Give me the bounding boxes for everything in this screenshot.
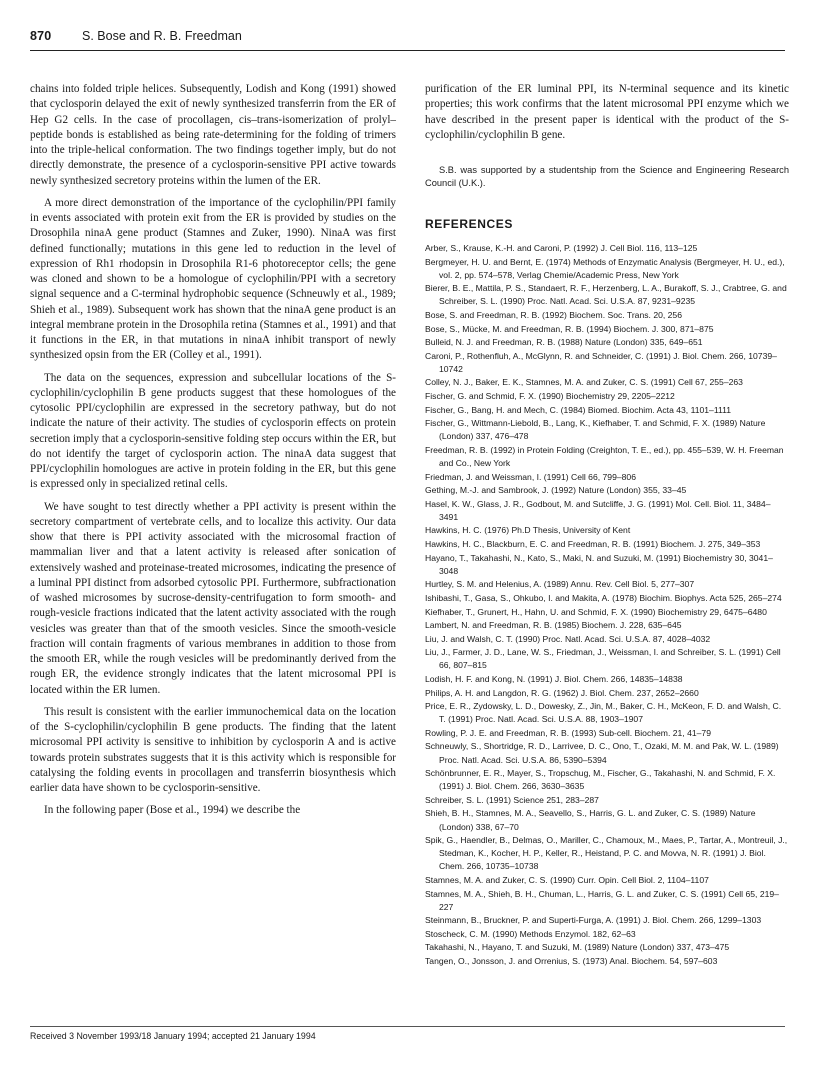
reference-item: Bulleid, N. J. and Freedman, R. B. (1988) Nature (London) 335, 649–651 — [425, 337, 703, 348]
page-number: 870 — [30, 29, 52, 43]
reference-item: Kiefhaber, T., Grunert, H., Hahn, U. and Schmid, F. X. (1990) Biochemistry 29, 6475–6480 — [425, 606, 767, 617]
reference-item: Freedman, R. B. (1992) in Protein Folding (Creighton, T. E., ed.), pp. 455–539, W. H. Freeman and Co., New York — [425, 444, 784, 468]
reference-item: Price, E. R., Zydowsky, L. D., Dowesky, Z., Jin, M., Baker, C. H., McKeon, F. D. and Walsh, C. T. (1991) Proc. Natl. Acad. Sci. U.S.A. 88, 1903–1907 — [425, 701, 782, 725]
reference-item: Hawkins, H. C. (1976) Ph.D Thesis, University of Kent — [425, 525, 631, 536]
reference-item: Ishibashi, T., Gasa, S., Ohkubo, I. and Makita, A. (1978) Biochim. Biophys. Acta 525, 265–274 — [425, 592, 782, 603]
reference-item: Bergmeyer, H. U. and Bernt, E. (1974) Methods of Enzymatic Analysis (Bergmeyer, H. U., ed.), vol. 2, pp. 574–578, Verlag Chemie/Academic Press, New York — [425, 256, 785, 280]
reference-item: Schneuwly, S., Shortridge, R. D., Larrivee, D. C., Ono, T., Ozaki, M. M. and Pak, W. L. (1989) Proc. Natl. Acad. Sci. U.S.A. 86, 5390–5394 — [425, 741, 779, 765]
reference-item: Shieh, B. H., Stamnes, M. A., Seavello, S., Harris, G. L. and Zuker, C. S. (1989) Nature (London) 338, 67–70 — [425, 808, 756, 832]
body-paragraph: The data on the sequences, expression and subcellular locations of the S-cyclophilin/cyclophilin B gene products suggest that these homologues of the cytosolic PPI/cyclophilin are expressed in the secretory pathway, but do not indicate the nature of their activity. The studies of cyclosporin effects on protein secretion imply that a cyclosporin-sensitive folding step occurs within the ER, but do not identify the target of cyclosporin action. The ninaA data suggest that PPI/cyclophilin homologues are active in protein folding in the ER, but this gene is expressed only in specialized retinal cells. — [30, 371, 396, 491]
reference-item: Schreiber, S. L. (1991) Science 251, 283–287 — [425, 794, 599, 805]
reference-item: Fischer, G., Bang, H. and Mech, C. (1984) Biomed. Biochim. Acta 43, 1101–1111 — [425, 404, 732, 415]
reference-item: Gething, M.-J. and Sambrook, J. (1992) Nature (London) 355, 33–45 — [425, 485, 687, 496]
body-paragraph-continuation: purification of the ER luminal PPI, its N-terminal sequence and its kinetic properties; this work confirms that the latent microsomal PPI enzyme which we have described in the present paper is identical with the product of the S-cyclophilin/cyclophilin B gene. — [425, 83, 789, 141]
reference-item: Philips, A. H. and Langdon, R. G. (1962) J. Biol. Chem. 237, 2652–2660 — [425, 687, 699, 698]
reference-item: Lambert, N. and Freedman, R. B. (1985) Biochem. J. 228, 635–645 — [425, 620, 682, 631]
reference-item: Spik, G., Haendler, B., Delmas, O., Mariller, C., Chamoux, M., Maes, P., Tartar, A., Montreuil, J., Stedman, K., Kocher, H. P., Keller, R., Heistand, P. C. and Movva, N. R. (1991) J. Biol. Chem. 266, 10735–10738 — [425, 835, 788, 872]
references-heading: REFERENCES — [425, 217, 514, 231]
reference-item: Fischer, G., Wittmann-Liebold, B., Lang, K., Kiefhaber, T. and Schmid, F. X. (1989) Nature (London) 337, 476–478 — [425, 418, 766, 442]
reference-item: Lodish, H. F. and Kong, N. (1991) J. Biol. Chem. 266, 14835–14838 — [425, 674, 683, 684]
reference-item: Fischer, G. and Schmid, F. X. (1990) Biochemistry 29, 2205–2212 — [425, 391, 675, 402]
reference-item: Friedman, J. and Weissman, I. (1991) Cell 66, 799–806 — [425, 471, 636, 482]
reference-item: Bierer, B. E., Mattila, P. S., Standaert, R. F., Herzenberg, L. A., Burakoff, S. J., Crabtree, G. and Schreiber, S. L. (1990) Proc. Natl. Acad. Sci. U.S.A. 87, 9231–9235 — [425, 283, 787, 307]
reference-item: Hasel, K. W., Glass, J. R., Godbout, M. and Sutcliffe, J. G. (1991) Mol. Cell. Biol. 11, 3484–3491 — [425, 498, 771, 522]
body-paragraph: This result is consistent with the earlier immunochemical data on the location of the S-cyclophilin/cyclophilin B gene products. The finding that the latent microsomal PPI activity is sensitive to inhibition by cyclosporin A and is active towards protein substrates suggests that it is this activity which is responsible for catalysing the folding events in procollagen and transferrin biosynthesis which earlier data have shown to be cyclosporin-sensitive. — [30, 705, 396, 794]
reference-item: Stamnes, M. A. and Zuker, C. S. (1990) Curr. Opin. Cell Biol. 2, 1104–1107 — [425, 874, 709, 885]
reference-item: Bose, S., Mücke, M. and Freedman, R. B. (1994) Biochem. J. 300, 871–875 — [425, 323, 714, 334]
body-paragraph: In the following paper (Bose et al., 1994) we describe the — [44, 804, 301, 817]
body-paragraph: We have sought to test directly whether a PPI activity is present within the secretory compartment of vertebrate cells, and to localize this activity. Our data show that there is PPI activity associated with the microsomal fraction of mammalian liver and that a latent activity is released after sonication of extensively washed and proteinase-treated microsomes, indicating the presence of a luminal PPI distinct from adsorbed cytosolic PPI. Furthermore, subfractionation of washed microsomes by sucrose-density-centrifugation to form smooth- and rough-vesicle fractions indicated that the latent activity associated with the rough vesicles was greater than that of the smooth vesicles. Since the smooth-vesicle fraction will contain fragments of various membranes in addition to those from the smooth ER, while the rough vesicles will be predominantly derived from the rough ER, the evidence strongly indicates that the latent microsomal PPI is located within the ER lumen. — [30, 500, 396, 696]
reference-item: Hawkins, H. C., Blackburn, E. C. and Freedman, R. B. (1991) Biochem. J. 275, 349–353 — [425, 539, 761, 550]
reference-item: Tangen, O., Jonsson, J. and Orrenius, S. (1973) Anal. Biochem. 54, 597–603 — [425, 955, 718, 966]
reference-item: Stoscheck, C. M. (1990) Methods Enzymol. 182, 62–63 — [425, 928, 636, 939]
body-paragraph: chains into folded triple helices. Subsequently, Lodish and Kong (1991) showed that cyclosporin delayed the exit of newly synthesized transferrin from the ER of Hep G2 cells. In the case of procollagen, cis–trans-isomerization of prolyl–peptide bonds is established as being rate-determining for the folding of trimers into the triple-helical conformation. The two findings together imply, but do not directly demonstrate, the presence of a cyclosporin-sensitive PPI active towards newly synthesized secretory proteins within the lumen of the ER. — [30, 83, 396, 187]
body-paragraph: A more direct demonstration of the importance of the cyclophilin/PPI family in events associated with protein exit from the ER is provided by studies on the Drosophila ninaA gene product (Stamnes and Zuker, 1990). NinaA was first defined functionally; mutations in this gene led to reduction in the level of expression of Rh1 rhodopsin in Drosophila R1-6 photoreceptor cells; the gene was cloned and shown to be a homologue of cyclophilin/PPI with a secretory signal sequence and a C-terminal hydrophobic sequence (Schneuwly et al., 1989; Shieh et al., 1989). Subsequent work has shown that the ninaA gene product is an integral membrane protein in the Drosophila retina (Stamnes et al., 1991) and that it functions in the ER, in that mutations in ninaA inhibit transport of newly synthesized opsin from the ER (Colley et al., 1991). — [30, 196, 396, 362]
left-column — [30, 82, 396, 819]
acknowledgement: S.B. was supported by a studentship from the Science and Engineering Research Council (U.K.). — [425, 165, 789, 188]
footer-divider — [30, 1026, 785, 1027]
reference-item: Colley, N. J., Baker, E. K., Stamnes, M. A. and Zuker, C. S. (1991) Cell 67, 255–263 — [425, 377, 743, 388]
received-dates: Received 3 November 1993/18 January 1994; accepted 21 January 1994 — [30, 1031, 316, 1041]
running-header-authors: S. Bose and R. B. Freedman — [82, 29, 242, 43]
running-header — [30, 28, 785, 51]
reference-item: Steinmann, B., Bruckner, P. and Superti-Furga, A. (1991) J. Biol. Chem. 266, 1299–1303 — [425, 915, 762, 926]
reference-item: Stamnes, M. A., Shieh, B. H., Chuman, L., Harris, G. L. and Zuker, C. S. (1991) Cell 65, 219–227 — [425, 888, 779, 912]
reference-item: Bose, S. and Freedman, R. B. (1992) Biochem. Soc. Trans. 20, 256 — [425, 309, 682, 320]
reference-item: Rowling, P. J. E. and Freedman, R. B. (1993) Sub-cell. Biochem. 21, 41–79 — [425, 727, 711, 738]
reference-item: Takahashi, N., Hayano, T. and Suzuki, M. (1989) Nature (London) 337, 473–475 — [425, 942, 730, 953]
reference-item: Liu, J., Farmer, J. D., Lane, W. S., Friedman, J., Weissman, I. and Schreiber, S. L. (1991) Cell 66, 807–815 — [425, 647, 781, 671]
right-column — [425, 82, 789, 968]
reference-item: Hurtley, S. M. and Helenius, A. (1989) Annu. Rev. Cell Biol. 5, 277–307 — [425, 579, 695, 590]
reference-item: Hayano, T., Takahashi, N., Kato, S., Maki, N. and Suzuki, M. (1991) Biochemistry 30, 3041–3048 — [425, 552, 773, 576]
reference-item: Arber, S., Krause, K.-H. and Caroni, P. (1992) J. Cell Biol. 116, 113–125 — [425, 243, 698, 253]
reference-item: Schönbrunner, E. R., Mayer, S., Tropschug, M., Fischer, G., Takahashi, N. and Schmid, F. X. (1991) J. Biol. Chem. 266, 3630–3635 — [425, 768, 776, 792]
reference-list — [425, 242, 789, 968]
reference-item: Caroni, P., Rothenfluh, A., McGlynn, R. and Schneider, C. (1991) J. Biol. Chem. 266, 10739–10742 — [425, 350, 777, 374]
reference-item: Liu, J. and Walsh, C. T. (1990) Proc. Natl. Acad. Sci. U.S.A. 87, 4028–4032 — [425, 633, 711, 644]
